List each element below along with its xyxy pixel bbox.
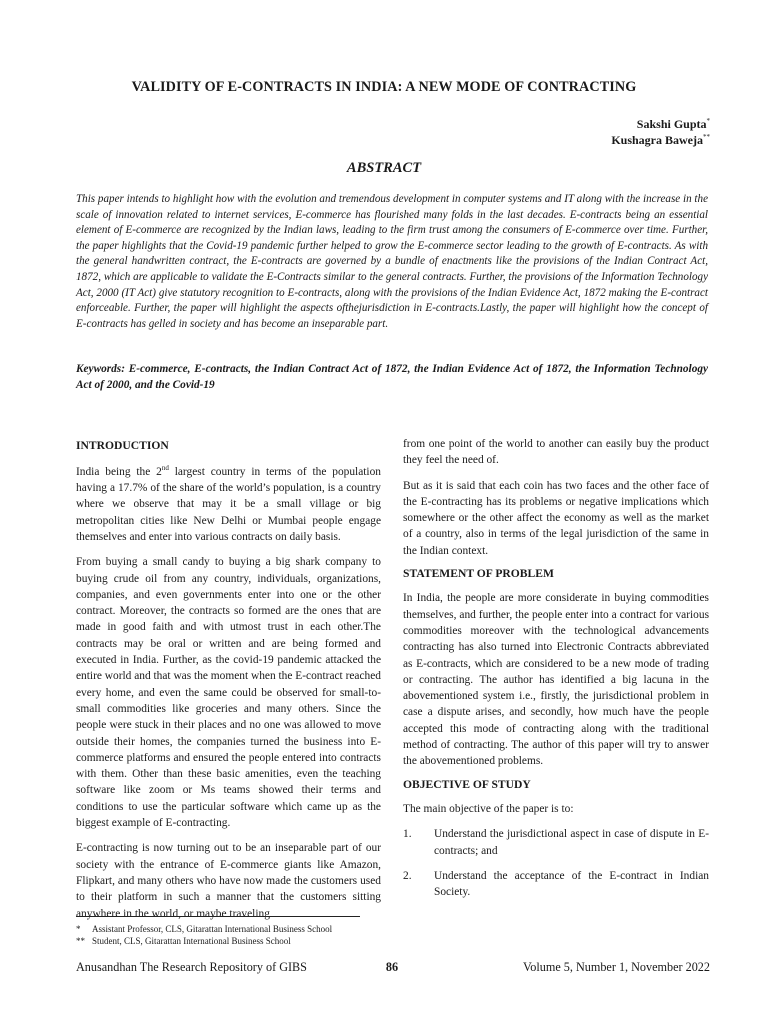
abstract-text: This paper intends to highlight how with the evolution and tremendous development in computer systems and IT along with the increase in the scale of innovation related to internet services, E-commerce has flourished many folds in the last decades. E-contracts being an essential element of E-commerce are recognized by the Indian laws, leading to the firm trust among the consumers of E-commerce over time. Further, the paper highlights that the Covid-19 pandemic further helped to grow the E-commerce sector leading to the growth of E-contracts. As with the general handwritten contract, the E-contracts are governed by a bundle of enactments like the provisions of the Indian Contract Act, 1872, which are applicable to validate the E-Contracts similar to the general contracts. Further, the provisions of the Information Technology Act, 2000 (IT Act) give statutory recognition to E-contracts, along with the provisions of the Indian Evidence Act, 1872 making the E-contract enforceable. Further, the paper will highlight the aspects ofthejurisdiction in E-contracts.Lastly, the paper will highlight how the concept of E-contracts has gelled in society and has become an inseparable part. xyxy=(76,193,708,330)
footnote-1 xyxy=(76,923,332,936)
list-text: Understand the jurisdictional aspect in case of dispute in E-contracts; and xyxy=(434,828,709,857)
objective-item xyxy=(403,826,709,859)
intro-p1-start: India being the 2 xyxy=(76,465,162,478)
footer-volume: Volume 5, Number 1, November 2022 xyxy=(523,960,710,974)
keywords: Keywords: E-commerce, E-contracts, the Indian Contract Act of 1872, the Indian Evidence Act of 1872, the Information Technology Act of 2000, and the Covid-19 xyxy=(76,363,708,391)
footnote-mark: ** xyxy=(76,936,85,946)
list-number: 1. xyxy=(403,828,412,841)
problem-paragraph: In India, the people are more considerate in buying commodities themselves, and further, the people enter into a contract for various commodities moreover with the technological advancements contracting has also turned into Electronic Contracts abbreviated as E-contracts, which are considered to be a new mode of trading or contracting. The author has identified a big lacuna in the abovementioned system i.e., firstly, the jurisdictional problem in case a dispute arises, and secondly, how much have the people accepted this mode of contracting along with the traditional method of contracting. The author of this paper will try to answer the abovementioned problems. xyxy=(403,592,709,768)
author-mark: * xyxy=(706,117,710,125)
abstract-heading: ABSTRACT xyxy=(346,160,422,176)
list-text: Understand the acceptance of the E-contract in Indian Society. xyxy=(434,869,709,899)
ordinal-superscript: nd xyxy=(161,464,169,472)
section-heading-problem: STATEMENT OF PROBLEM xyxy=(403,567,554,581)
footnote-divider xyxy=(76,916,360,917)
paper-title: VALIDITY OF E-CONTRACTS IN INDIA: A NEW MODE OF CONTRACTING xyxy=(131,79,637,95)
intro-paragraph-3: E-contracting is now turning out to be an inseparable part of our society with the entrance of E-commerce giants like Amazon, Flipkart, and many others who have now made the customers used to their platform in such a manner that the customers sitting anywhere in the world, or maybe traveling xyxy=(76,842,381,920)
list-number: 2. xyxy=(403,869,412,882)
intro-paragraph-3-continued: from one point of the world to another can easily buy the product they feel the need of. xyxy=(403,438,709,467)
intro-paragraph-2: From buying a small candy to buying a big shark company to buying crude oil from any country, individuals, organizations, companies, and even governments enter into one or the other contract. Moreover, the contracts so formed are the ones that are made in good faith and with utmost trust in each other.The contracts may be oral or written and are being formed and executed in India. Further, as the covid-19 pandemic attacked the entire world and that was the moment when the E-contract reached every home, and even the same could be observed for small-to-small commodities like groceries and many others. Since the people were stuck in their places and no one was allowed to move outside their homes, the companies turned the business into E-commerce platforms and ensured the people entered into contracts with them. Other than these basic amenities, even the teaching software like zoom or Ms teams showed their terms and conditions to use the particular software which came up as the biggest example of E-contracting. xyxy=(76,556,381,830)
author-mark: ** xyxy=(703,133,710,141)
footnote-text: Assistant Professor, CLS, Gitarattan International Business School xyxy=(92,924,333,934)
objective-item xyxy=(403,868,709,901)
intro-p1-end: largest country in terms of the population having a 17.7% of the share of the world’s population, is a country where we observe that may it be a small village or big metropolitan cities like New Delhi or Mumbai people engage themselves and enter into various contracts on daily basis. xyxy=(76,465,381,543)
footer-journal: Anusandhan The Research Repository of GIBS xyxy=(76,960,307,974)
author-name: Kushagra Baweja xyxy=(611,133,703,147)
left-column xyxy=(76,460,381,931)
author-2 xyxy=(611,129,710,148)
footnote-text: Student, CLS, Gitarattan International Business School xyxy=(92,936,291,946)
footnote-2 xyxy=(76,935,291,948)
author-name: Sakshi Gupta xyxy=(636,117,707,131)
footnote-mark: * xyxy=(76,924,81,934)
footer-page-number: 86 xyxy=(385,960,399,974)
objective-intro: The main objective of the paper is to: xyxy=(403,802,574,815)
right-column xyxy=(403,436,709,909)
section-heading-objective: OBJECTIVE OF STUDY xyxy=(403,777,531,791)
intro-paragraph-4: But as it is said that each coin has two faces and the other face of the E-contracting has its problems or negative implications which somewhere or the other affect the economy as well as the market of a country, also in terms of the legal jurisdiction of the same in the Indian context. xyxy=(403,479,709,557)
intro-paragraph-1 xyxy=(76,460,381,545)
section-heading-introduction: INTRODUCTION xyxy=(76,439,169,452)
